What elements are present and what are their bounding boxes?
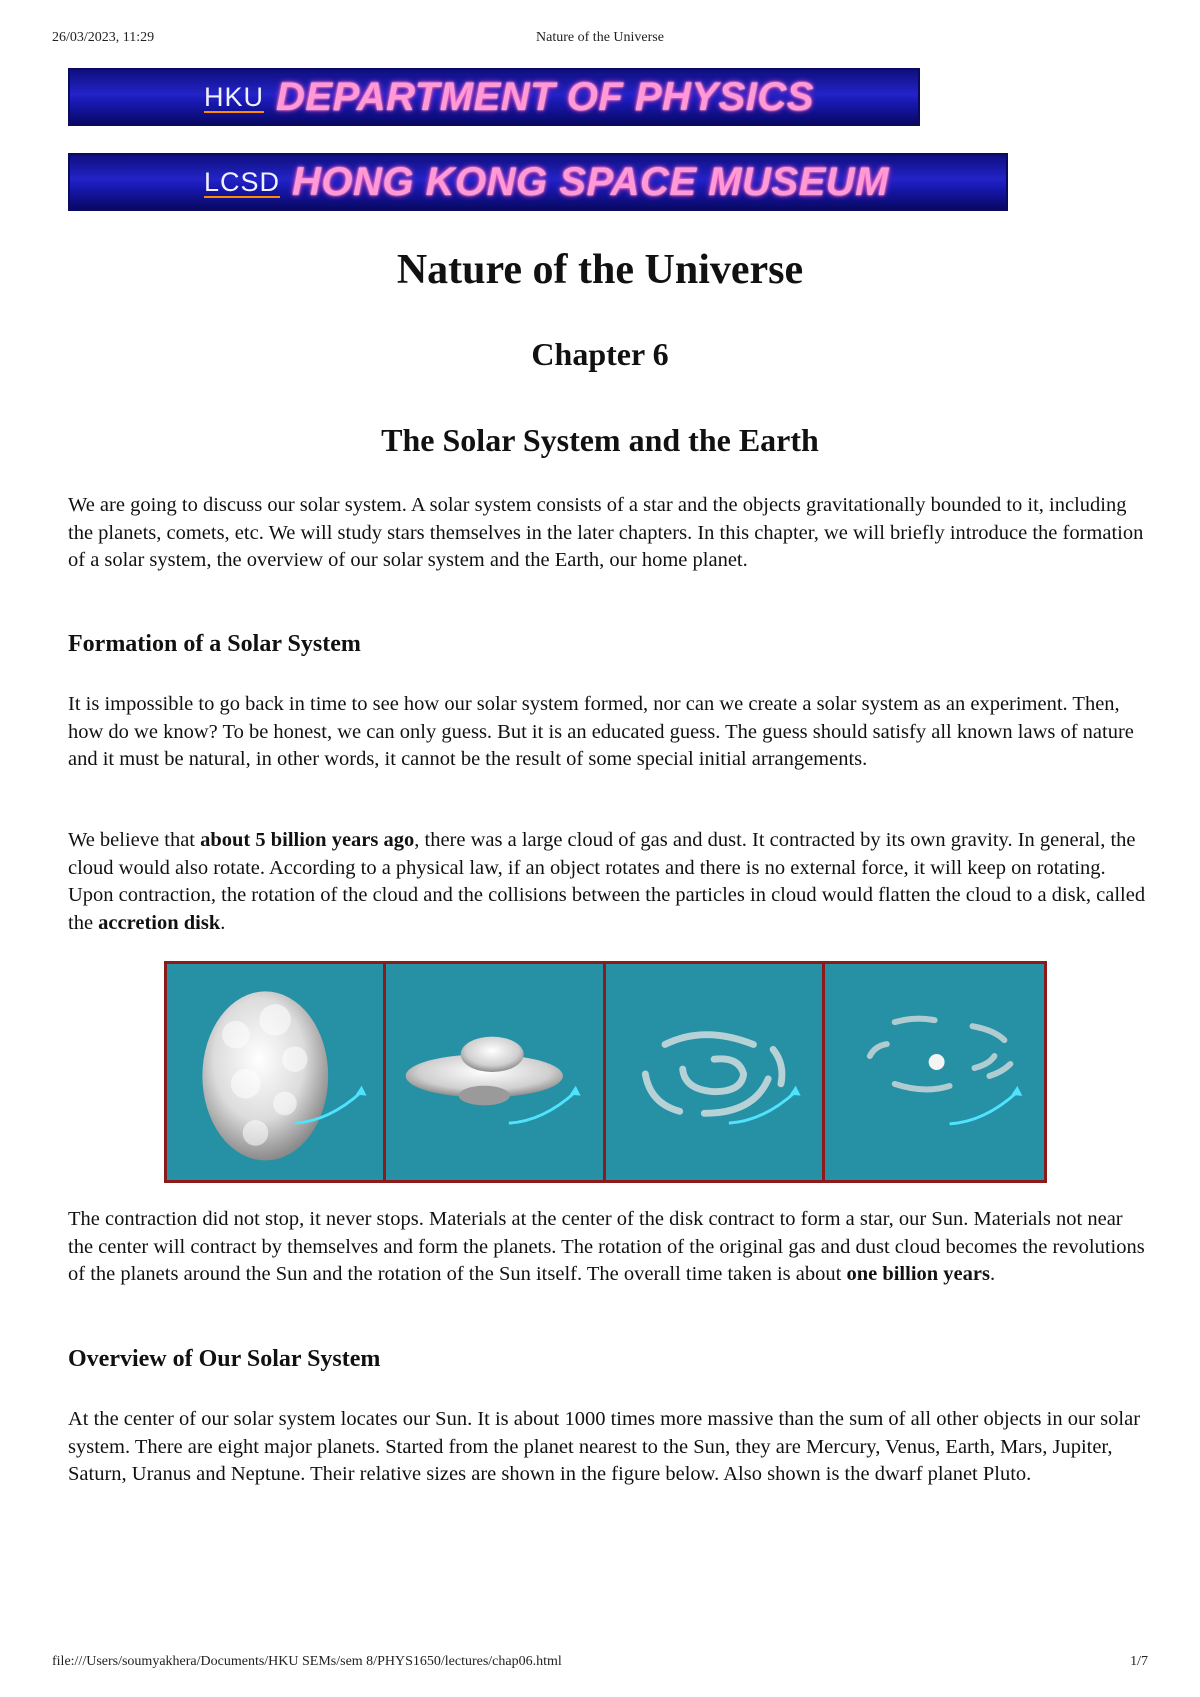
formation-paragraph-2 <box>68 827 1148 937</box>
print-page-number: 1/7 <box>1130 1654 1148 1669</box>
bold-text-accretion-disk: accretion disk <box>98 911 221 934</box>
intro-paragraph: We are going to discuss our solar system. A solar system consists of a star and the objects gravitationally bounded to it, including the planets, comets, etc. We will study stars themselves in the later chapters. In this chapter, we will briefly introduce the formation of a solar system, the overview of our solar system and the Earth, our home planet. <box>68 494 1144 571</box>
print-url: file:///Users/soumyakhera/Documents/HKU SEMs/sem 8/PHYS1650/lectures/chap06.html <box>52 1654 562 1669</box>
cloud-illustration <box>167 964 383 1180</box>
formation-paragraph-1: It is impossible to go back in time to see how our solar system formed, nor can we create a solar system as an experiment. Then, how do we know? To be honest, we can only guess. But it is an educated guess. The guess should satisfy all known laws of nature and it must be natural, in other words, it cannot be the result of some special initial arrangements. <box>68 693 1134 770</box>
banner-name-physics: DEPARTMENT OF PHYSICS <box>276 74 814 119</box>
bold-text-5-billion-years: about 5 billion years ago <box>200 829 415 851</box>
bold-text-one-billion-years: one billion years <box>846 1263 990 1285</box>
space-museum-banner <box>68 153 1008 211</box>
text-run: We believe that <box>68 829 201 851</box>
text-run: , there was a large cloud of gas and dust. It contracted by its own gravity. In general, the cloud would also rotate. According to a physical law, if an object rotates and there is no external force, it will keep on rotating. Upon contraction, the rotation of the cloud and the collisions between the particles in cloud would flatten the cloud to a disk, called the <box>68 829 1146 934</box>
flattened-cloud-illustration <box>386 964 602 1180</box>
overview-paragraph-1: At the center of our solar system locates our Sun. It is about 1000 times more massive than the sum of all other objects in our solar system. There are eight major planets. Started from the planet nearest to the Sun, they are Mercury, Venus, Earth, Mars, Jupiter, Saturn, Uranus and Neptune. Their relative sizes are shown in the figure below. Also shown is the dwarf planet Pluto. <box>68 1408 1141 1485</box>
disk-with-star-illustration <box>825 964 1044 1180</box>
hku-physics-banner <box>68 68 920 126</box>
figure-panel-flattened <box>386 964 605 1180</box>
banner-org-lcsd: LCSD <box>204 166 281 197</box>
text-run: The contraction did not stop, it never stops. Materials at the center of the disk contract to form a star, our Sun. Materials not near the center will contract by themselves and form the planets. The rotation of the original gas and dust cloud becomes the revolutions of the planets around the Sun and the rotation of the Sun itself. The overall time taken is about <box>68 1208 1145 1285</box>
banner-name-museum: HONG KONG SPACE MUSEUM <box>292 159 889 204</box>
print-page-title: Nature of the Universe <box>536 30 664 45</box>
figure-panel-swirl <box>606 964 825 1180</box>
section-heading-overview: Overview of Our Solar System <box>68 1346 381 1372</box>
page-title: Nature of the Universe <box>396 247 804 293</box>
chapter-heading: Chapter 6 <box>531 336 669 372</box>
print-datetime: 26/03/2023, 11:29 <box>52 30 155 45</box>
swirling-disk-illustration <box>606 964 822 1180</box>
chapter-subtitle: The Solar System and the Earth <box>381 422 819 458</box>
formation-paragraph-3 <box>68 1206 1148 1289</box>
banner-org-hku: HKU <box>204 81 265 112</box>
accretion-disk-figure <box>164 961 1047 1183</box>
figure-panel-star <box>825 964 1044 1180</box>
section-heading-formation: Formation of a Solar System <box>68 631 361 657</box>
text-run: . <box>220 911 226 934</box>
figure-panel-cloud <box>167 964 386 1180</box>
text-run: . <box>989 1263 996 1285</box>
